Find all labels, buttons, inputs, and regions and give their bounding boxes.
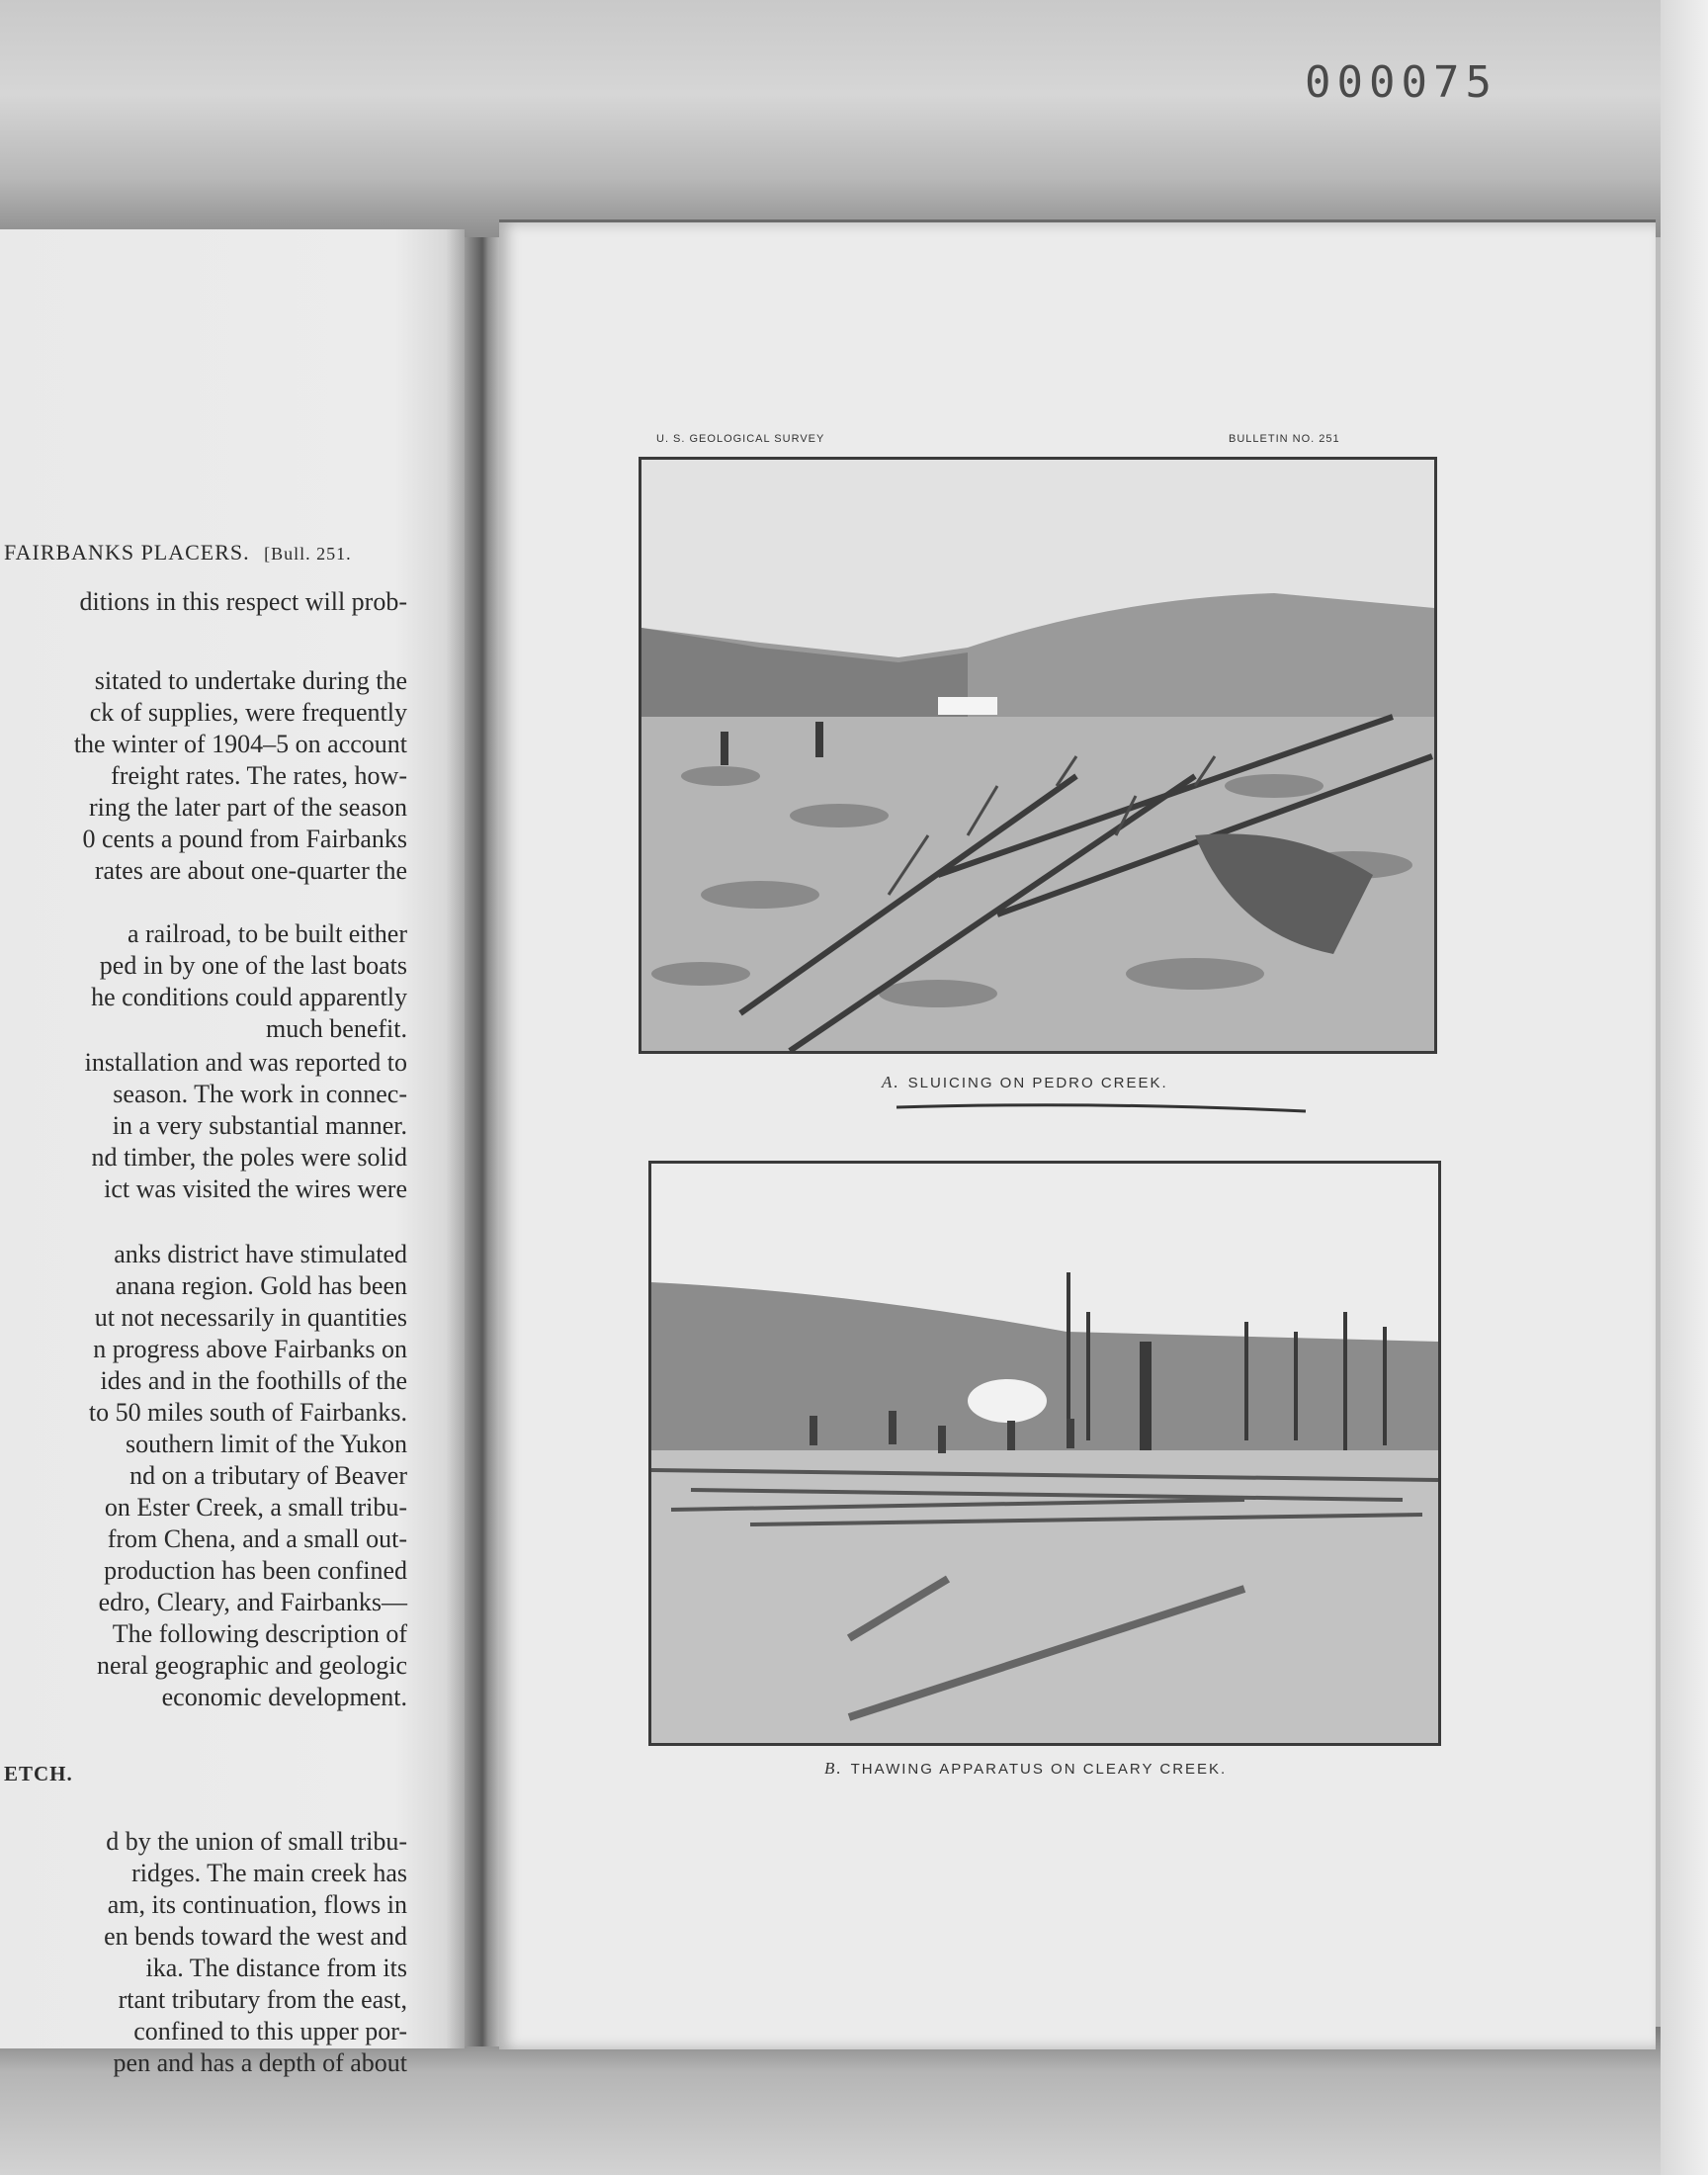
body-text-line: anks district have stimulated: [114, 1240, 407, 1268]
body-text-line: nd on a tributary of Beaver: [129, 1461, 407, 1490]
body-text-line: The following description of: [112, 1619, 407, 1648]
body-text-line: ped in by one of the last boats: [99, 951, 407, 980]
body-text-line: sitated to undertake during the: [94, 666, 407, 695]
document-id-stamp: 000075: [1305, 57, 1497, 108]
body-text-line: ring the later part of the season: [89, 793, 407, 822]
body-text-line: freight rates. The rates, how-: [111, 761, 407, 790]
photo-thawing-apparatus-cleary-creek: [648, 1161, 1441, 1746]
body-text-line: anana region. Gold has been: [115, 1271, 407, 1300]
body-text-line: rates are about one-quarter the: [94, 856, 407, 885]
running-head-title: FAIRBANKS PLACERS.: [4, 540, 250, 565]
body-text-line: from Chena, and a small out-: [107, 1524, 407, 1553]
book-gutter: [465, 237, 504, 2046]
section-heading: ETCH.: [4, 1762, 73, 1785]
body-text-line: to 50 miles south of Fairbanks.: [88, 1398, 407, 1427]
body-text-line: am, its continuation, flows in: [107, 1890, 407, 1919]
body-text-line: ditions in this respect will prob-: [79, 587, 407, 616]
body-text-line: a railroad, to be built either: [127, 919, 407, 948]
body-text-line: southern limit of the Yukon: [125, 1430, 407, 1458]
caption-plate-b: [824, 1759, 1227, 1779]
body-text-line: installation and was reported to: [84, 1048, 407, 1077]
handwritten-underline: [895, 1099, 1310, 1115]
caption-plate-a-text: SLUICING ON PEDRO CREEK.: [907, 1075, 1168, 1091]
body-text-line: n progress above Fairbanks on: [93, 1335, 407, 1363]
body-text-line: confined to this upper por-: [133, 2017, 407, 2045]
body-text-line: season. The work in connec-: [113, 1080, 407, 1108]
body-text-line: edro, Cleary, and Fairbanks—: [98, 1588, 407, 1616]
body-text-line: d by the union of small tribu-: [106, 1827, 407, 1856]
body-text-line: neral geographic and geologic: [96, 1651, 407, 1680]
caption-plate-b-letter: B.: [824, 1759, 843, 1778]
body-text-line: ika. The distance from its: [145, 1954, 407, 1982]
caption-plate-b-text: THAWING APPARATUS ON CLEARY CREEK.: [850, 1761, 1228, 1778]
left-page: [0, 229, 465, 2077]
plate-header-left: U. S. GEOLOGICAL SURVEY: [656, 433, 825, 445]
body-text-line: en bends toward the west and: [104, 1922, 407, 1951]
body-text-line: the winter of 1904–5 on account: [73, 730, 407, 758]
body-text-line: ict was visited the wires were: [104, 1174, 407, 1203]
caption-plate-a-letter: A.: [882, 1073, 900, 1091]
body-text-line: he conditions could apparently: [91, 983, 407, 1011]
body-text-line: ut not necessarily in quantities: [94, 1303, 407, 1332]
scan-background-top: [0, 0, 1708, 237]
body-text-line: 0 cents a pound from Fairbanks: [82, 825, 407, 853]
body-text-line: pen and has a depth of about: [113, 2048, 407, 2077]
body-text-line: ridges. The main creek has: [131, 1859, 407, 1887]
bulletin-reference: [Bull. 251.: [264, 544, 352, 564]
photo-sluicing-pedro-creek: [639, 457, 1437, 1054]
body-text-line: much benefit.: [266, 1014, 407, 1043]
body-text-line: ck of supplies, were frequently: [89, 698, 407, 727]
body-text-line: in a very substantial manner.: [112, 1111, 407, 1140]
body-text-line: on Ester Creek, a small tribu-: [104, 1493, 407, 1522]
running-head: [4, 540, 419, 566]
body-text-line: nd timber, the poles were solid: [91, 1143, 407, 1172]
plate-header-right: BULLETIN NO. 251: [1229, 433, 1340, 445]
body-text-line: economic development.: [161, 1683, 407, 1711]
scan-background-right: [1661, 0, 1708, 2175]
body-text-line: ides and in the foothills of the: [100, 1366, 407, 1395]
body-text-line: rtant tributary from the east,: [118, 1985, 407, 2014]
body-text-line: production has been confined: [104, 1556, 407, 1585]
caption-plate-a: [882, 1073, 1168, 1092]
